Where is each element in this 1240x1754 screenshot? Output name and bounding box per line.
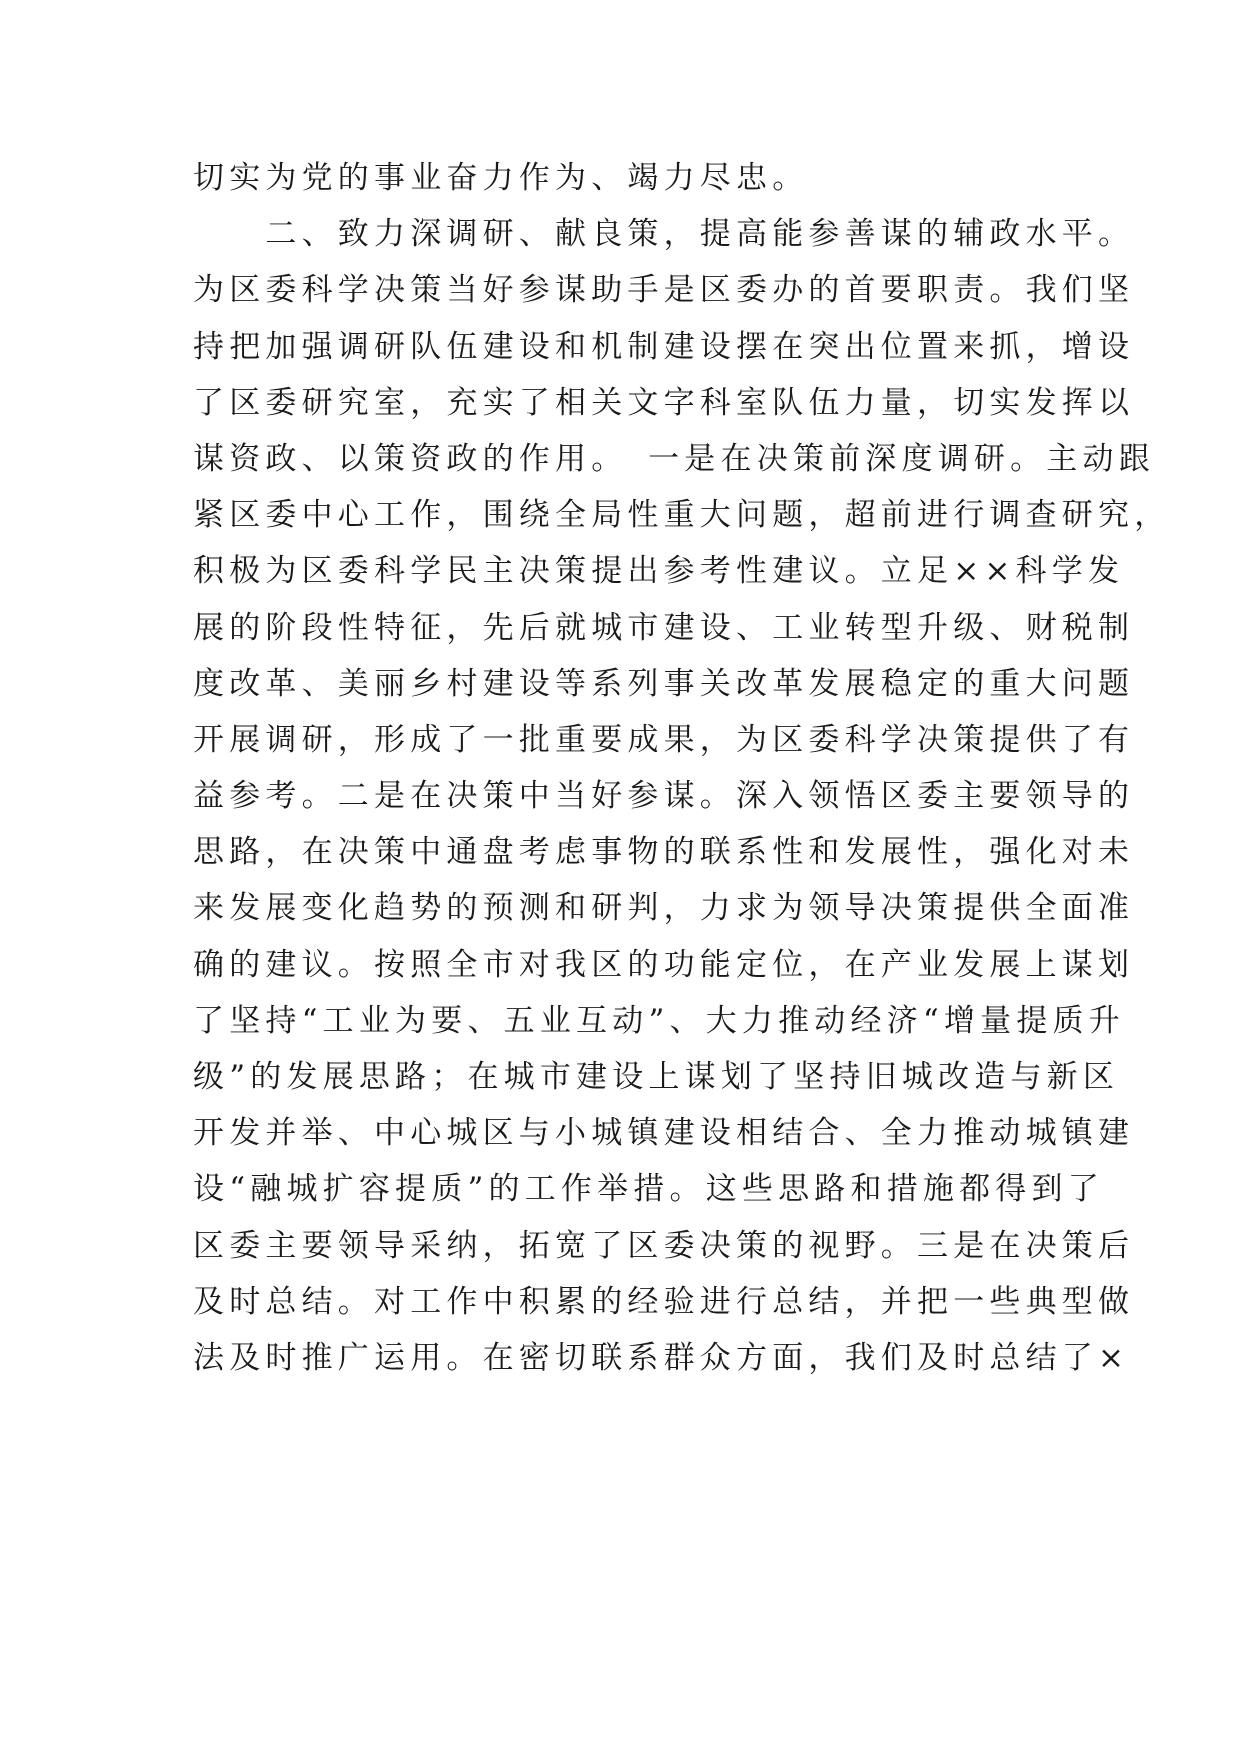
text-line: 区委主要领导采纳，拓宽了区委决策的视野。三是在决策后 [193,1227,1135,1264]
text-line: 展的阶段性特征，先后就城市建设、工业转型升级、财税制 [193,609,1135,646]
text-line: 及时总结。对工作中积累的经验进行总结，并把一些典型做 [193,1283,1135,1320]
text-line: 了区委研究室，充实了相关文字科室队伍力量，切实发挥以 [193,384,1135,421]
text-line: 益参考。二是在决策中当好参谋。深入领悟区委主要领导的 [193,778,1135,815]
text-line: 持把加强调研队伍建设和机制建设摆在突出位置来抓，增设 [193,328,1135,365]
text-line: 度改革、美丽乡村建设等系列事关改革发展稳定的重大问题 [193,665,1135,702]
body-text [193,150,1171,1386]
text-line: 紧区委中心工作，围绕全局性重大问题，超前进行调查研究， [193,497,1171,534]
text-line: 了坚持“工业为要、五业互动”、大力推动经济“增量提质升 [193,1002,1125,1039]
text-line: 设“融城扩容提质”的工作举措。这些思路和措施都得到了 [193,1171,1104,1208]
text-line: 法及时推广运用。在密切联系群众方面，我们及时总结了× [193,1339,1130,1376]
text-line: 积极为区委科学民主决策提出参考性建议。立足××科学发 [193,553,1125,590]
text-line: 为区委科学决策当好参谋助手是区委办的首要职责。我们坚 [193,272,1135,309]
text-line: 确的建议。按照全市对我区的功能定位，在产业发展上谋划 [193,946,1135,983]
text-line: 级”的发展思路；在城市建设上谋划了坚持旧城改造与新区 [193,1059,1120,1095]
text-line: 谋资政、以策资政的作用。 一是在决策前深度调研。主动跟 [193,440,1155,477]
text-line: 开发并举、中心城区与小城镇建设相结合、全力推动城镇建 [193,1115,1135,1152]
text-line: 开展调研，形成了一批重要成果，为区委科学决策提供了有 [193,721,1135,758]
text-line: 切实为党的事业奋力作为、竭力尽忠。 [193,160,809,196]
text-line: 二、致力深调研、献良策，提高能参善谋的辅政水平。 [193,216,1135,253]
text-line: 思路，在决策中通盘考虑事物的联系性和发展性，强化对未 [193,834,1135,871]
text-line: 来发展变化趋势的预测和研判，力求为领导决策提供全面准 [193,890,1135,927]
